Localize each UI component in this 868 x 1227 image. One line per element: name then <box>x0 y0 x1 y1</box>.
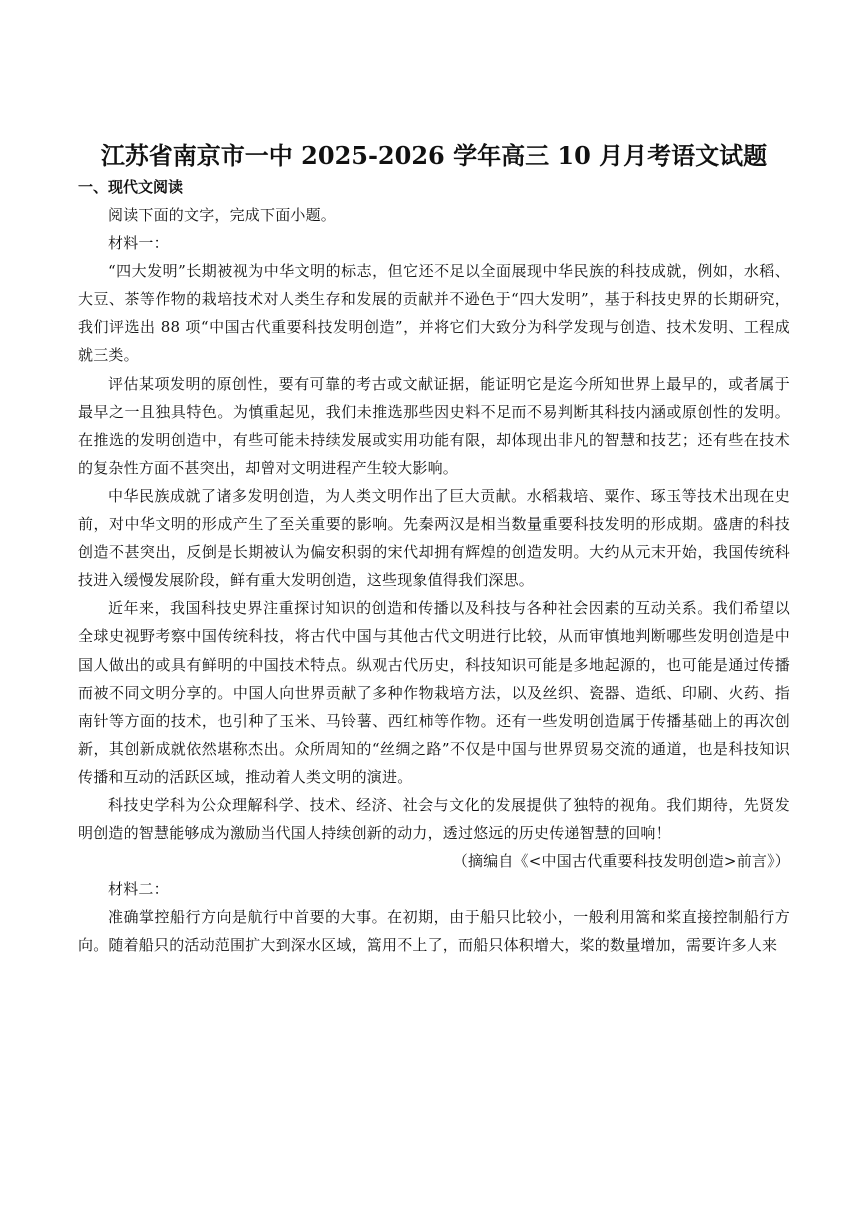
instruction-text: 阅读下面的文字，完成下面小题。 <box>108 206 337 224</box>
material-1-paragraph-1: “四大发明”长期被视为中华文明的标志，但它还不足以全面展现中华民族的科技成就，例如，水稻、大豆、茶等作物的栽培技术对人类生存和发展的贡献并不逊色于“四大发明”，基于科技史界的长期研究，我们评选出 88 项“中国古代重要科技发明创造”，并将它们大致分为科学发现与创造、技术发明、工程成就三类。 <box>78 262 790 365</box>
material-1-paragraph-3: 中华民族成就了诸多发明创造，为人类文明作出了巨大贡献。水稻栽培、粟作、琢玉等技术出现在史前，对中华文明的形成产生了至关重要的影响。先秦两汉是相当数量重要科技发明的形成期。盛唐的科技创造不甚突出，反倒是长期被认为偏安积弱的宋代却拥有辉煌的创造发明。大约从元末开始，我国传统科技进入缓慢发展阶段，鲜有重大发明创造，这些现象值得我们深思。 <box>78 486 790 590</box>
material-1-paragraph-2: 评估某项发明的原创性，要有可靠的考古或文献证据，能证明它是迄今所知世界上最早的，或者属于最早之一且独具特色。为慎重起见，我们未推选那些因史料不足而不易判断其科技内涵或原创性的发明。在推选的发明创造中，有些可能未持续发展或实用功能有限，却体现出非凡的智慧和技艺；还有些在技术的复杂性方面不甚突出，却曾对文明进程产生较大影响。 <box>78 374 790 477</box>
document-body <box>78 201 790 960</box>
material-1-source: （摘编自《<中国古代重要科技发明创造>前言》） <box>452 852 790 871</box>
material-2-label: 材料二： <box>108 880 169 899</box>
page-title: 江苏省南京市一中 2025-2026 学年高三 10 月月考语文试题 <box>100 141 768 170</box>
material-1-label: 材料一： <box>108 234 169 253</box>
material-1-paragraph-4: 近年来，我国科技史界注重探讨知识的创造和传播以及科技与各种社会因素的互动关系。我们希望以全球史视野考察中国传统科技，将古代中国与其他古代文明进行比较，从而审慎地判断哪些发明创造是中国人做出的或具有鲜明的中国技术特点。纵观古代历史，科技知识可能是多地起源的，也可能是通过传播而被不同文明分享的。中国人向世界贡献了多种作物栽培方法，以及丝织、瓷器、造纸、印刷、火药、指南针等方面的技术，也引种了玉米、马铃薯、西红柿等作物。还有一些发明创造属于传播基础上的再次创新，其创新成就依然堪称杰出。众所周知的“丝绸之路”不仅是中国与世界贸易交流的通道，也是科技知识传播和互动的活跃区域，推动着人类文明的演进。 <box>78 599 790 786</box>
material-1-paragraph-5: 科技史学科为公众理解科学、技术、经济、社会与文化的发展提供了独特的视角。我们期待，先贤发明创造的智慧能够成为激励当代国人持续创新的动力，透过悠远的历史传递智慧的回响！ <box>78 795 790 843</box>
material-2-paragraph-1: 准确掌控船行方向是航行中首要的大事。在初期，由于船只比较小，一般利用篙和桨直接控制船行方向。随着船只的活动范围扩大到深水区域，篙用不上了，而船只体积增大，桨的数量增加，需要许多人来 <box>78 908 790 955</box>
section-heading: 一、现代文阅读 <box>78 178 184 196</box>
